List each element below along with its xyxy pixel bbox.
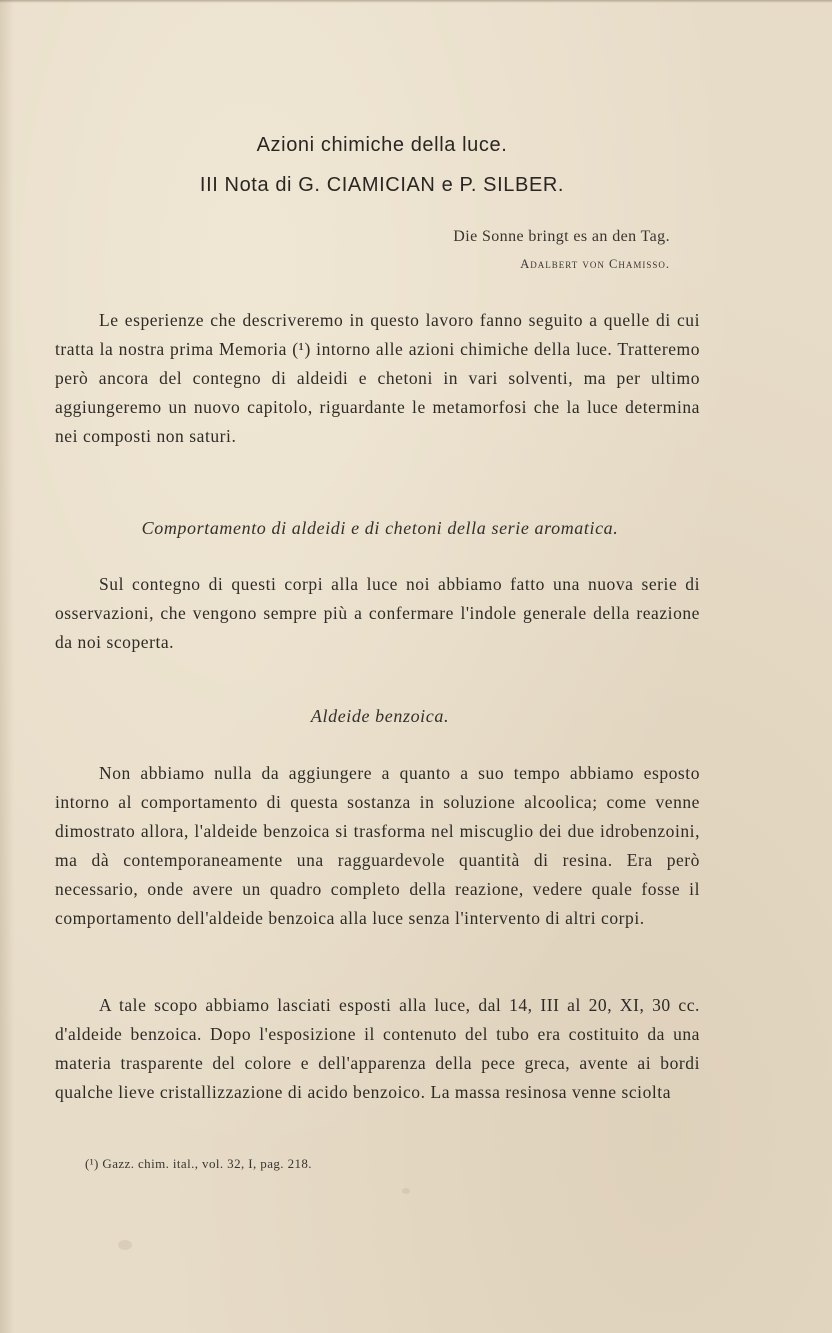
intro-paragraph: Le esperienze che descriveremo in questo lavoro fanno seguito a quelle di cui tratta la nostra prima Memoria (¹) intorno alle azioni chimiche della luce. Tratteremo però ancora del contegno di aldeidi e chetoni in vari solventi, ma per ultimo aggiungeremo un nuovo capitolo, riguardante le metamorfosi che la luce determina nei composti non saturi. [55, 310, 700, 446]
epigraph-author: Adalbert von Chamisso. [520, 257, 670, 271]
paper-stain [118, 1240, 132, 1250]
section-paragraph: Sul contegno di questi corpi alla luce noi abbiamo fatto una nuova serie di osservazioni, che vengono sempre più a confermare l'indole generale della reazione da noi scoperta. [55, 574, 700, 652]
body-paragraph-1: Non abbiamo nulla da aggiungere a quanto a suo tempo abbiamo esposto intorno al comportamento di questa sostanza in soluzione alcoolica; come venne dimostrato allora, l'aldeide benzoica si trasforma nel miscuglio dei due idrobenzoini, ma dà contemporaneamente una ragguardevole quantità di resina. Era però necessario, onde avere un quadro completo della reazione, vedere quale fosse il comportamento dell'aldeide benzoica alla luce senza l'intervento di altri corpi. [55, 763, 700, 928]
footnote: (¹) Gazz. chim. ital., vol. 32, I, pag. 218. [85, 1156, 312, 1171]
article-title: Azioni chimiche della luce. [256, 134, 508, 156]
page-top-edge [0, 0, 832, 3]
paper-stain [402, 1188, 410, 1194]
article-subtitle: III Nota di G. CIAMICIAN e P. SILBER. [199, 174, 565, 196]
subsection-heading: Aldeide benzoica. [310, 706, 450, 726]
epigraph-quote: Die Sonne bringt es an den Tag. [453, 228, 670, 245]
body-paragraph-2: A tale scopo abbiamo lasciati esposti alla luce, dal 14, III al 20, XI, 30 cc. d'aldeide benzoica. Dopo l'esposizione il contenuto del tubo era costituito da una materia trasparente del colore e dell'apparenza della pece greca, avente ai bordi qualche lieve cristallizzazione di acido benzoico. La massa resinosa venne sciolta [55, 995, 700, 1102]
section-heading: Comportamento di aldeidi e di chetoni della serie aromatica. [141, 518, 619, 538]
